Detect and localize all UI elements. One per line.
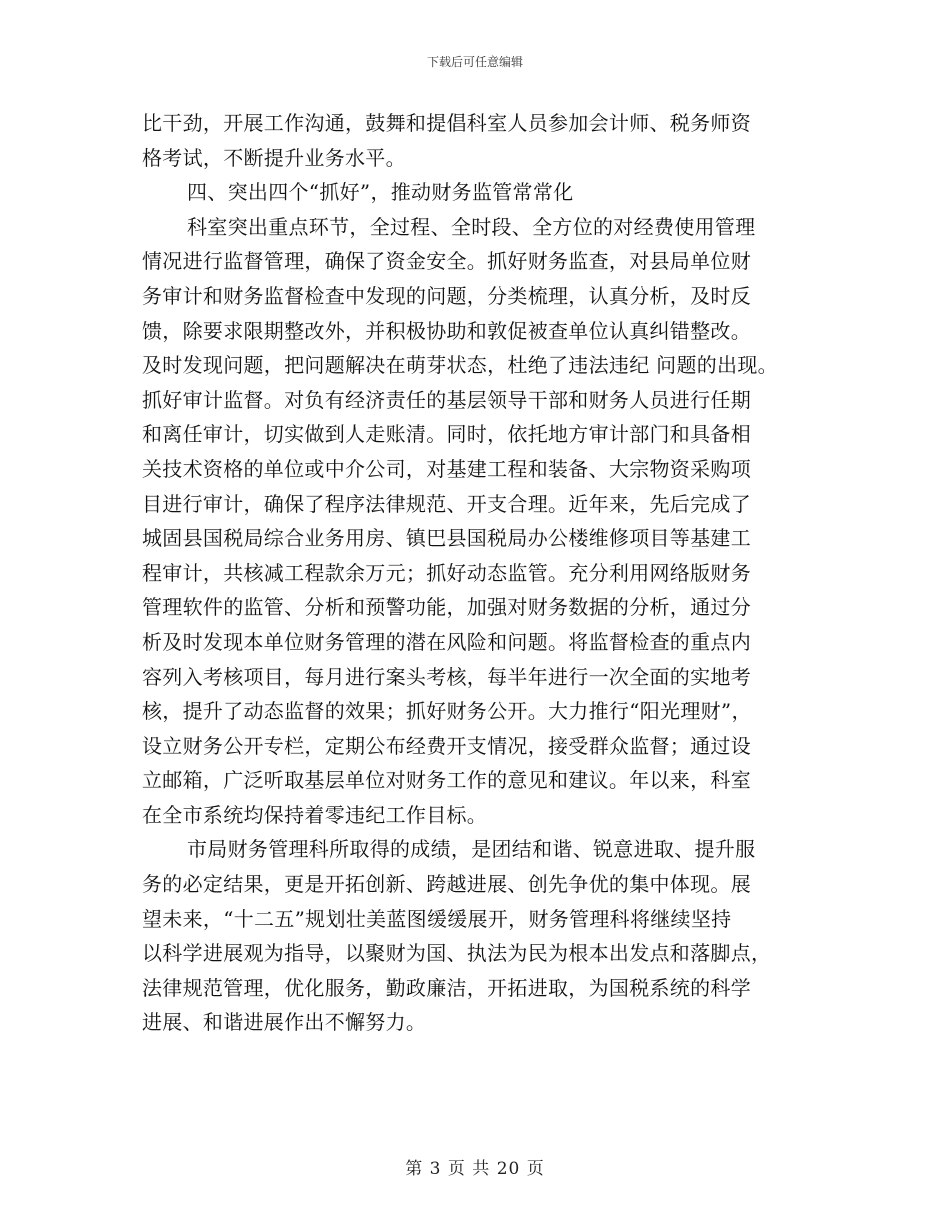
body-line: 立邮箱，广泛听取基层单位对财务工作的意见和建议。年以来，科室	[142, 768, 751, 793]
body-line: 进展、和谐进展作出不懈努力。	[142, 1010, 427, 1035]
body-line: 市局财务管理科所取得的成绩，是团结和谐、锐意进取、提升服	[187, 837, 756, 862]
body-line: 馈，除要求限期整改外，并积极协助和敦促被查单位认真纠错整改。	[142, 318, 751, 343]
body-line: 在全市系统均保持着零违纪工作目标。	[142, 802, 488, 827]
body-line: 设立财务公开专栏，定期公布经费开支情况，接受群众监督；通过设	[142, 733, 751, 758]
body-line: 格考试，不断提升业务水平。	[142, 145, 406, 170]
body-line: 关技术资格的单位或中介公司，对基建工程和装备、大宗物资采购项	[142, 456, 751, 481]
body-line: 及时发现问题，把问题解决在萌芽状态，杜绝了违法违纪 问题的出现。	[142, 353, 778, 378]
body-line: 务的必定结果，更是开拓创新、跨越进展、创先争优的集中体现。展	[142, 872, 751, 897]
body-line: 法律规范管理，优化服务，勤政廉洁，开拓进取，为国税系统的科学	[142, 975, 751, 1000]
page-number: 第 3 页 共 20 页	[405, 1159, 545, 1179]
body-line: 容列入考核项目，每月进行案头考核，每半年进行一次全面的实地考	[142, 664, 751, 689]
body-line: 和离任审计，切实做到人走账清。同时，依托地方审计部门和具备相	[142, 422, 751, 447]
body-line: 情况进行监督管理，确保了资金安全。抓好财务监查，对县局单位财	[142, 249, 751, 274]
document-body	[142, 106, 812, 1040]
section-heading: 四、突出四个“抓好”，推动财务监管常常化	[187, 180, 574, 205]
body-line: 核，提升了动态监督的效果；抓好财务公开。大力推行“阳光理财”，	[142, 699, 752, 724]
body-line: 科室突出重点环节，全过程、全时段、全方位的对经费使用管理	[187, 214, 756, 239]
body-line: 以科学进展观为指导，以聚财为国、执法为民为根本出发点和落脚点，	[142, 941, 772, 966]
body-line: 抓好审计监督。对负有经济责任的基层领导干部和财务人员进行任期	[142, 387, 751, 412]
body-line: 望未来，“十二五”规划壮美蓝图缓缓展开，财务管理科将继续坚持	[142, 906, 732, 931]
body-line: 程审计，共核减工程款余万元；抓好动态监管。充分利用网络版财务	[142, 560, 751, 585]
body-line: 比干劲，开展工作沟通，鼓舞和提倡科室人员参加会计师、税务师资	[142, 111, 751, 135]
body-line: 析及时发现本单位财务管理的潜在风险和问题。将监督检查的重点内	[142, 629, 751, 654]
page-header-note: 下载后可任意编辑	[426, 55, 523, 69]
body-line: 城固县国税局综合业务用房、镇巴县国税局办公楼维修项目等基建工	[142, 526, 751, 551]
body-line: 目进行审计，确保了程序法律规范、开支合理。近年来，先后完成了	[142, 491, 751, 516]
body-line: 管理软件的监管、分析和预警功能，加强对财务数据的分析，通过分	[142, 595, 751, 620]
body-line: 务审计和财务监督检查中发现的问题，分类梳理，认真分析，及时反	[142, 283, 751, 308]
